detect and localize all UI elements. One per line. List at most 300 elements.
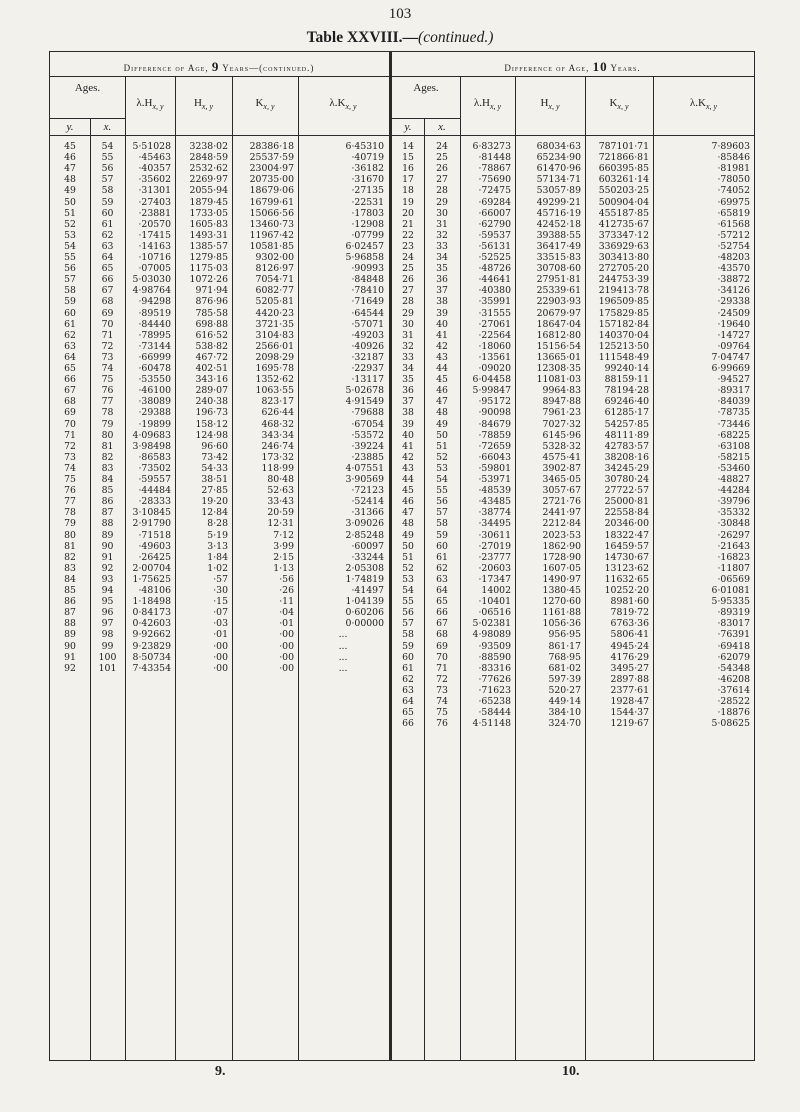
right-cell-age-y: 22: [402, 229, 414, 241]
left-cell-lambda-k: ·71649: [351, 296, 384, 308]
left-cell-lambda-k: 5·96858: [345, 252, 384, 263]
right-cell-age-y: 59: [402, 640, 414, 652]
right-cell-h: 12308·35: [536, 363, 581, 374]
right-cell-h: 36417·49: [536, 240, 581, 252]
right-cell-age-y: 64: [402, 696, 414, 707]
right-cell-age-x: 73: [436, 684, 448, 696]
right-cell-lambda-h: ·09020: [478, 363, 511, 374]
left-cell-lambda-k: 3·90569: [345, 474, 384, 485]
left-cell-age-x: 75: [101, 374, 114, 386]
left-cell-age-y: 52: [64, 218, 76, 230]
right-cell-age-x: 61: [436, 551, 448, 563]
right-k-subscript: x, y: [617, 102, 629, 112]
left-cell-age-x: 68: [101, 296, 114, 308]
left-cell-age-x: 98: [101, 629, 114, 641]
right-cell-age-x: 27: [436, 174, 448, 186]
left-cell-age-y: 61: [64, 318, 76, 330]
right-cell-age-x: 35: [436, 263, 448, 275]
right-cell-lambda-k: ·84039: [717, 396, 750, 408]
right-cell-age-x: 43: [436, 351, 448, 363]
right-cell-lambda-k: ·94527: [717, 374, 750, 386]
left-cell-lambda-k: ...: [338, 662, 348, 674]
right-cell-age-x: 25: [436, 152, 448, 164]
right-cell-lambda-k: ·16823: [717, 551, 750, 563]
right-cell-h: 1490·97: [542, 573, 581, 585]
right-cell-lambda-h: ·81448: [478, 152, 511, 164]
right-k-header: [585, 97, 653, 111]
right-cell-k: 38208·16: [604, 451, 649, 463]
right-cell-lambda-h: ·30611: [478, 529, 511, 541]
right-cell-k: 61285·17: [604, 407, 649, 419]
right-cell-age-x: 36: [436, 274, 448, 286]
left-cell-age-y: 45: [64, 141, 76, 152]
right-cell-age-x: 60: [436, 540, 448, 552]
left-cell-age-x: 88: [101, 518, 114, 530]
left-cell-lambda-h: ·48106: [138, 585, 171, 596]
right-cell-lambda-k: ·21643: [717, 540, 750, 552]
right-cell-age-x: 75: [436, 707, 448, 719]
left-cell-k: 246·74: [261, 440, 294, 452]
right-cell-h: 22903·93: [536, 296, 581, 308]
right-cell-h: 324·70: [548, 718, 581, 730]
left-cell-h: 12·84: [201, 507, 228, 519]
left-cell-lambda-h: ·28333: [138, 496, 171, 508]
right-cell-k: 34245·29: [604, 462, 649, 474]
left-cell-lambda-k: ·79688: [351, 407, 384, 419]
left-cell-age-y: 90: [64, 640, 76, 652]
right-cell-lambda-k: ·39796: [717, 496, 750, 508]
right-cell-h: 18647·04: [536, 318, 581, 330]
right-cell-age-y: 48: [402, 518, 414, 530]
right-cell-age-y: 37: [402, 396, 414, 408]
right-cell-lambda-k: ·24509: [717, 307, 750, 319]
left-cell-k: 33·43: [267, 496, 294, 508]
left-cell-lambda-k: ·13117: [351, 374, 384, 386]
right-cell-lambda-k: ·37614: [717, 684, 750, 696]
right-cell-age-y: 49: [402, 529, 414, 541]
right-cell-k: 69246·40: [604, 396, 649, 408]
right-cell-lambda-h: ·40380: [478, 285, 511, 297]
right-cell-age-x: 66: [436, 607, 448, 619]
right-cell-h: 3465·05: [542, 474, 581, 485]
right-cell-h: 25339·61: [536, 285, 581, 297]
left-lambda-h-symbol: λ.H: [136, 97, 153, 109]
right-cell-k: 13123·62: [604, 562, 649, 574]
left-cell-lambda-h: ·78995: [138, 329, 171, 341]
left-cell-age-x: 93: [101, 573, 114, 585]
left-cell-h: ·30: [213, 585, 228, 596]
right-heading-suffix: Years.: [610, 63, 641, 73]
left-cell-age-y: 85: [64, 585, 76, 596]
right-cell-age-x: 74: [436, 696, 448, 707]
left-cell-lambda-h: ·14163: [138, 240, 171, 252]
right-cell-age-x: 57: [436, 507, 448, 519]
left-cell-k: 10581·85: [249, 240, 294, 252]
right-cell-age-x: 76: [436, 718, 448, 730]
right-cell-age-x: 71: [436, 662, 448, 674]
left-cell-lambda-h: ·07005: [138, 263, 171, 275]
right-cell-h: 2441·97: [542, 507, 581, 519]
left-cell-k: 15066·56: [249, 207, 294, 219]
right-cell-lambda-k: ·18876: [717, 707, 750, 719]
right-cell-k: 78194·28: [604, 385, 649, 397]
right-cell-h: 61470·96: [536, 163, 581, 175]
left-cell-lambda-k: ·72123: [351, 485, 384, 497]
left-cell-age-x: 86: [101, 496, 114, 508]
left-cell-k: 4420·23: [255, 307, 294, 319]
right-cell-lambda-h: ·59801: [478, 462, 511, 474]
right-cell-k: 500904·04: [598, 196, 649, 208]
right-heading-prefix: Difference of Age,: [504, 63, 590, 73]
right-cell-lambda-h: ·52525: [478, 252, 511, 263]
right-cell-lambda-h: ·78859: [478, 429, 511, 441]
right-cell-lambda-k: ·48203: [717, 252, 750, 263]
left-cell-lambda-h: ·10716: [138, 252, 171, 263]
left-cell-lambda-k: ...: [338, 651, 348, 663]
right-footer-label: 10.: [562, 1064, 580, 1079]
right-cell-age-y: 38: [402, 407, 414, 419]
right-lambda-h-subscript: x, y: [489, 102, 502, 112]
left-cell-age-x: 74: [101, 363, 114, 374]
left-cell-h: 3·13: [207, 540, 228, 552]
left-cell-h: 27·85: [201, 485, 228, 497]
right-cell-age-x: 67: [436, 618, 448, 630]
right-cell-h: 3902·87: [542, 462, 581, 474]
right-cell-lambda-h: ·56131: [478, 240, 511, 252]
right-cell-lambda-h: ·72475: [478, 185, 511, 197]
left-cell-lambda-h: 3·98498: [132, 440, 171, 452]
left-cell-k: 3104·83: [255, 329, 294, 341]
right-cell-lambda-h: ·95172: [478, 396, 511, 408]
right-cell-lambda-k: 7·04747: [711, 351, 750, 363]
right-cell-h: 9964·83: [542, 385, 581, 397]
right-section-heading: [391, 59, 754, 73]
right-cell-lambda-h: ·35991: [478, 296, 511, 308]
left-cell-h: 616·52: [195, 329, 228, 341]
right-cell-lambda-h: ·38774: [478, 507, 511, 519]
left-x-header: x.: [103, 121, 112, 133]
left-cell-k: 23004·97: [249, 163, 294, 175]
right-cell-age-y: 39: [402, 418, 414, 430]
right-cell-lambda-k: ·63108: [717, 440, 750, 452]
left-cell-lambda-h: 9·92662: [132, 629, 171, 641]
right-y-header: y.: [404, 121, 412, 133]
left-cell-age-y: 58: [64, 285, 76, 297]
left-cell-lambda-h: 2·91790: [132, 518, 171, 530]
right-cell-age-y: 50: [402, 540, 414, 552]
right-cell-k: 2897·88: [610, 673, 649, 685]
right-cell-h: 53057·89: [536, 185, 581, 197]
right-cell-h: 68034·63: [536, 141, 581, 152]
right-cell-age-x: 46: [436, 385, 448, 397]
right-cell-age-y: 62: [402, 673, 414, 685]
right-cell-age-y: 66: [402, 718, 414, 730]
right-cell-h: 39388·55: [536, 229, 581, 241]
right-cell-lambda-h: ·69284: [478, 196, 511, 208]
right-cell-k: 603261·14: [598, 174, 649, 186]
left-cell-h: 196·73: [195, 407, 228, 419]
right-cell-age-y: 17: [402, 174, 414, 186]
left-section-heading: [50, 59, 388, 73]
right-cell-k: 11632·65: [604, 573, 649, 585]
right-cell-lambda-k: ·29338: [717, 296, 750, 308]
right-cell-lambda-h: ·83316: [478, 662, 511, 674]
left-cell-age-x: 54: [101, 141, 114, 152]
left-cell-lambda-k: 3·09026: [345, 518, 384, 530]
right-cell-lambda-h: ·48726: [478, 263, 511, 275]
right-cell-age-x: 62: [436, 562, 448, 574]
left-cell-h: 538·82: [195, 340, 228, 352]
left-ages-rule: [50, 118, 125, 119]
right-cell-age-y: 35: [402, 374, 414, 386]
left-cell-lambda-k: ·64544: [351, 307, 384, 319]
left-cell-k: 52·63: [267, 485, 294, 497]
right-cell-lambda-k: ·46208: [717, 673, 750, 685]
left-cell-h: 2532·62: [189, 163, 228, 175]
right-cell-k: 18322·47: [604, 529, 649, 541]
left-cell-lambda-h: ·40357: [138, 163, 171, 175]
column-header-rule: [49, 135, 755, 136]
left-cell-age-y: 77: [64, 496, 76, 508]
left-cell-lambda-k: ·23885: [351, 451, 384, 463]
right-cell-age-x: 31: [436, 218, 448, 230]
right-cell-h: 1607·05: [542, 562, 581, 574]
left-cell-h: 54·33: [201, 462, 228, 474]
left-cell-lambda-k: 2·05308: [345, 562, 384, 574]
left-cell-lambda-k: ...: [338, 629, 348, 641]
right-lambda-h-symbol: λ.H: [473, 97, 490, 109]
left-cell-k: ·00: [279, 640, 294, 652]
left-cell-lambda-k: 6·45310: [345, 141, 384, 152]
left-cell-age-x: 87: [101, 507, 114, 519]
left-cell-age-x: 63: [101, 240, 114, 252]
right-cell-age-y: 63: [402, 684, 414, 696]
left-cell-age-x: 67: [101, 285, 114, 297]
right-h-header: [515, 97, 585, 111]
right-cell-lambda-h: 4·51148: [472, 718, 511, 730]
right-cell-age-x: 38: [436, 296, 448, 308]
right-cell-lambda-k: ·57212: [717, 229, 750, 241]
left-cell-lambda-h: ·17415: [138, 229, 171, 241]
right-cell-lambda-k: ·09764: [717, 340, 750, 352]
left-cell-k: 11967·42: [249, 229, 294, 241]
right-cell-k: 25000·81: [604, 496, 649, 508]
right-cell-age-y: 57: [402, 618, 414, 630]
right-cell-k: 272705·20: [598, 263, 649, 275]
right-cell-lambda-h: ·10401: [478, 596, 511, 608]
right-cell-age-x: 40: [436, 318, 448, 330]
right-cell-age-x: 63: [436, 573, 448, 585]
left-cell-lambda-h: ·84440: [138, 318, 171, 330]
heading-rule: [49, 76, 755, 77]
left-cell-h: 2269·97: [189, 174, 228, 186]
right-cell-h: 13665·01: [536, 351, 581, 363]
right-cell-age-x: 55: [436, 485, 448, 497]
left-cell-lambda-h: ·26425: [138, 551, 171, 563]
right-cell-lambda-k: ·89319: [717, 607, 750, 619]
left-cell-k: 13460·73: [249, 218, 294, 230]
right-cell-k: 22558·84: [604, 507, 649, 519]
left-cell-lambda-h: ·73144: [138, 340, 171, 352]
left-cell-age-y: 75: [64, 474, 76, 485]
right-cell-age-y: 53: [402, 573, 414, 585]
left-cell-lambda-k: ·49203: [351, 329, 384, 341]
left-lambda-k-subscript: x, y: [345, 102, 357, 112]
left-cell-k: ·00: [279, 662, 294, 674]
right-cell-k: 336929·63: [598, 240, 649, 252]
left-cell-h: ·01: [213, 629, 228, 641]
left-cell-k: 12·31: [267, 518, 294, 530]
left-cell-k: 18679·06: [249, 185, 294, 197]
right-cell-age-y: 45: [402, 485, 414, 497]
left-cell-age-y: 55: [64, 252, 76, 263]
left-cell-k: 8126·97: [255, 263, 294, 275]
left-cell-age-y: 82: [64, 551, 76, 563]
left-cell-age-x: 71: [101, 329, 114, 341]
right-cell-lambda-h: ·44641: [478, 274, 511, 286]
right-cell-k: 5806·41: [610, 629, 649, 641]
right-cell-age-x: 37: [436, 285, 448, 297]
left-cell-h: 38·51: [201, 474, 228, 485]
right-cell-age-y: 14: [402, 141, 414, 152]
right-cell-k: 16459·57: [604, 540, 649, 552]
left-cell-age-y: 54: [64, 240, 76, 252]
right-cell-age-x: 50: [436, 429, 448, 441]
left-cell-age-x: 56: [101, 163, 114, 175]
right-cell-h: 15156·54: [536, 340, 581, 352]
right-cell-h: 1380·45: [542, 585, 581, 596]
right-cell-age-x: 53: [436, 462, 448, 474]
left-cell-lambda-h: ·60478: [138, 363, 171, 374]
left-cell-k: 173·32: [261, 451, 294, 463]
right-cell-age-y: 36: [402, 385, 414, 397]
right-cell-lambda-h: ·13561: [478, 351, 511, 363]
right-cell-age-x: 29: [436, 196, 448, 208]
left-cell-age-x: 61: [101, 218, 114, 230]
left-cell-h: 5·19: [207, 529, 228, 541]
left-cell-lambda-h: ·35602: [138, 174, 171, 186]
right-cell-lambda-k: ·48827: [717, 474, 750, 485]
left-cell-lambda-h: 9·23829: [132, 640, 171, 652]
right-ages-header: Ages.: [413, 82, 439, 94]
right-h-symbol: H: [540, 97, 549, 109]
left-cell-age-y: 78: [64, 507, 76, 519]
left-cell-k: 3721·35: [255, 318, 294, 330]
right-cell-k: 455187·85: [598, 207, 649, 219]
left-cell-lambda-k: ·22937: [351, 363, 384, 374]
right-cell-k: 88159·11: [604, 374, 649, 386]
left-cell-lambda-h: ·94298: [138, 296, 171, 308]
right-k-symbol: K: [609, 97, 618, 109]
left-cell-lambda-h: ·86583: [138, 451, 171, 463]
right-cell-age-y: 24: [402, 252, 414, 263]
right-cell-lambda-k: ·30848: [717, 518, 750, 530]
left-cell-age-y: 84: [64, 573, 76, 585]
left-cell-lambda-h: 3·10845: [132, 507, 171, 519]
left-cell-lambda-k: ...: [338, 640, 348, 652]
right-cell-h: 1056·36: [542, 618, 581, 630]
left-cell-lambda-k: ·40926: [351, 340, 384, 352]
left-cell-k: ·11: [279, 596, 294, 608]
left-cell-age-y: 79: [64, 518, 76, 530]
left-cell-k: 823·17: [261, 396, 294, 408]
table-title-main: Table XXVIII.—: [306, 29, 419, 46]
left-cell-k: 1695·78: [255, 363, 294, 374]
left-cell-k: 25537·59: [249, 152, 294, 164]
right-cell-lambda-k: ·61568: [717, 218, 750, 230]
left-cell-age-y: 81: [64, 540, 76, 552]
right-cell-age-x: 70: [436, 651, 448, 663]
right-cell-age-y: 26: [402, 274, 414, 286]
right-cell-age-y: 42: [402, 451, 414, 463]
right-cell-lambda-h: 4·98089: [472, 629, 511, 641]
right-cell-h: 7961·23: [542, 407, 581, 419]
left-cell-lambda-k: ·53572: [351, 429, 384, 441]
left-cell-age-y: 86: [64, 596, 76, 608]
left-cell-k: ·00: [279, 629, 294, 641]
right-cell-lambda-h: ·66043: [478, 451, 511, 463]
right-cell-lambda-h: ·20603: [478, 562, 511, 574]
left-cell-lambda-h: ·49603: [138, 540, 171, 552]
right-cell-age-y: 65: [402, 707, 414, 719]
right-cell-k: 14730·67: [604, 551, 649, 563]
right-h-subscript: x, y: [548, 102, 560, 112]
right-cell-lambda-h: ·62790: [478, 218, 511, 230]
left-cell-age-y: 48: [64, 174, 76, 186]
right-cell-lambda-h: ·93509: [478, 640, 511, 652]
left-cell-lambda-h: 8·50734: [132, 651, 171, 663]
left-cell-age-y: 71: [64, 429, 76, 441]
right-cell-age-x: 65: [436, 596, 448, 608]
left-cell-h: 1385·57: [189, 240, 228, 252]
right-cell-age-y: 46: [402, 496, 414, 508]
right-cell-k: 412735·67: [598, 218, 649, 230]
right-cell-k: 303413·80: [598, 252, 649, 263]
right-cell-lambda-h: ·22564: [478, 329, 511, 341]
right-cell-k: 48111·89: [604, 429, 649, 441]
right-cell-lambda-h: ·23777: [478, 551, 511, 563]
right-cell-h: 42452·18: [536, 218, 581, 230]
right-cell-age-x: 54: [436, 474, 448, 485]
left-k-header: [232, 97, 298, 111]
right-cell-k: 2377·61: [610, 684, 649, 696]
right-cell-lambda-k: 5·08625: [711, 718, 750, 730]
right-cell-lambda-k: ·83017: [717, 618, 750, 630]
left-cell-k: 20735·00: [249, 174, 294, 186]
left-cell-k: ·01: [279, 618, 294, 630]
right-cell-h: 20679·97: [536, 307, 581, 319]
left-cell-h: 698·88: [195, 318, 228, 330]
left-h-header: [175, 97, 232, 111]
right-cell-lambda-k: ·78050: [717, 174, 750, 186]
right-cell-lambda-k: ·85846: [717, 152, 750, 164]
right-cell-k: 30780·24: [604, 474, 649, 485]
left-cell-age-x: 60: [101, 207, 114, 219]
right-cell-lambda-k: ·78735: [717, 407, 750, 419]
left-cell-h: 1175·03: [189, 263, 228, 275]
left-cell-lambda-h: ·89519: [138, 307, 171, 319]
left-cell-h: 1072·26: [189, 274, 228, 286]
right-cell-k: 219413·78: [598, 285, 649, 297]
left-cell-h: ·00: [213, 651, 228, 663]
left-cell-h: 1879·45: [189, 196, 228, 208]
right-cell-lambda-k: ·53460: [717, 462, 750, 474]
left-cell-h: 73·42: [201, 451, 228, 463]
left-cell-k: 1352·62: [255, 374, 294, 386]
left-cell-age-x: 62: [101, 229, 114, 241]
left-cell-age-y: 62: [64, 329, 76, 341]
right-cell-age-x: 64: [436, 585, 448, 596]
